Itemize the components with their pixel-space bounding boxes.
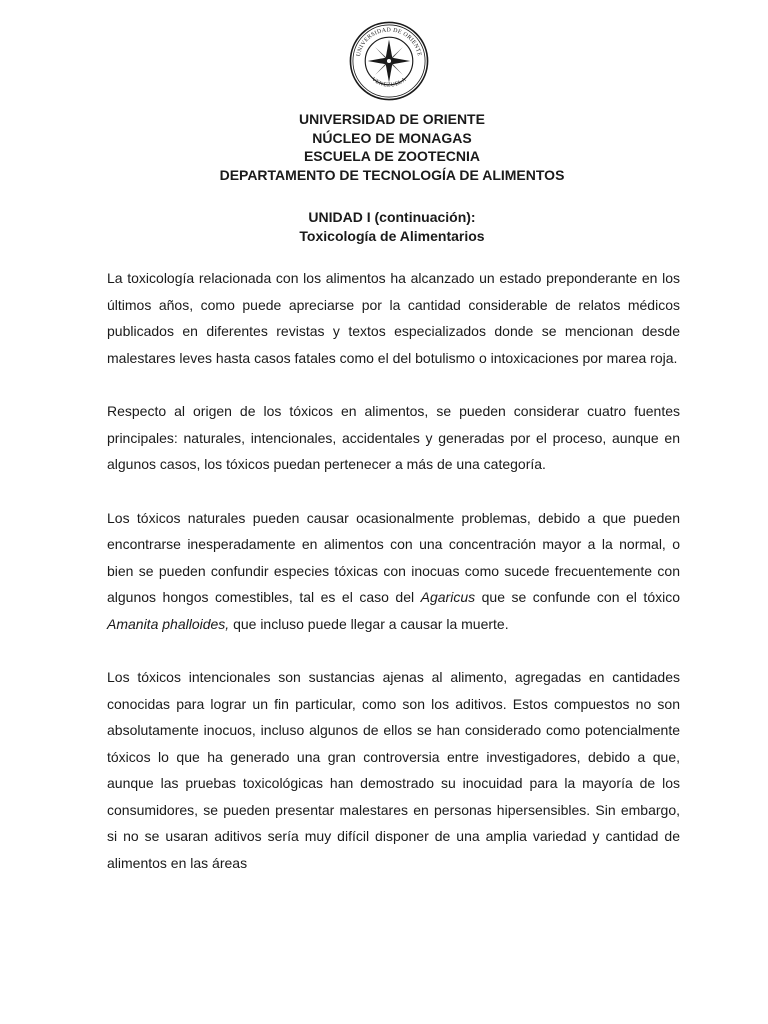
- university-seal-icon: [348, 20, 430, 102]
- header-line-school: ESCUELA DE ZOOTECNIA: [303, 148, 481, 164]
- paragraph-natural-toxics: [107, 505, 680, 638]
- unit-subtitle: Toxicología de Alimentarios: [299, 227, 485, 244]
- header-line-nucleus: NÚCLEO DE MONAGAS: [312, 129, 472, 146]
- seal-bottom-text: VENEZUELA: [370, 76, 408, 89]
- paragraph-text: que incluso puede llegar a causar la muerte.: [229, 615, 509, 632]
- paragraph-origin: Respecto al origen de los tóxicos en alimentos, se pueden considerar cuatro fuentes principales: naturales, intencionales, accidentales y generadas por el proceso, aunque en algunos casos, los tóxicos puedan pertenecer a más de una categoría.: [107, 403, 680, 472]
- paragraph-intentional-toxics: Los tóxicos intencionales son sustancias ajenas al alimento, agregadas en cantidades conocidas para lograr un fin particular, como son los aditivos. Estos compuestos no son absolutamente inocuos, incluso algunos de ellos se han considerado como potencialmente tóxicos lo que ha generado una gran controversia entre investigadores, debido a que, aunque las pruebas toxicológicas han demostrado su inocuidad para la mayoría de los consumidores, se pueden presentar malestares en personas hipersensibles. Sin embargo, si no se usaran aditivos sería muy difícil disponer de una amplia variedad y cantidad de alimentos en las áreas: [107, 669, 680, 871]
- unit-title: UNIDAD I (continuación):: [308, 209, 476, 225]
- header-line-university: UNIVERSIDAD DE ORIENTE: [299, 111, 485, 127]
- species-name: Amanita phalloides,: [107, 615, 230, 632]
- unit-heading: [0, 208, 768, 245]
- document-body: [107, 265, 680, 903]
- paragraph-text: Los tóxicos naturales pueden causar ocasionalmente problemas, debido a que pueden encontrarse inesperadamente en alimentos con una concentración mayor a la normal, o bien se pueden confundir especies tóxicas con inocuas como sucede frecuentemente con algunos hongos comestibles, tal es el caso del: [107, 509, 680, 605]
- institution-header: [0, 110, 768, 184]
- header-line-department: DEPARTAMENTO DE TECNOLOGÍA DE ALIMENTOS: [219, 166, 565, 183]
- seal-top-text: UNIVERSIDAD DE ORIENTE: [355, 27, 423, 58]
- seal-graphic: [348, 20, 430, 102]
- paragraph-introduction: La toxicología relacionada con los alimentos ha alcanzado un estado preponderante en los últimos años, como puede apreciarse por la cantidad considerable de relatos médicos publicados en diferentes revistas y textos especializados donde se mencionan desde malestares leves hasta casos fatales como el del botulismo o intoxicaciones por marea roja.: [107, 270, 680, 366]
- paragraph-text: que se confunde con el tóxico: [475, 589, 680, 605]
- species-name: Agaricus: [420, 589, 476, 605]
